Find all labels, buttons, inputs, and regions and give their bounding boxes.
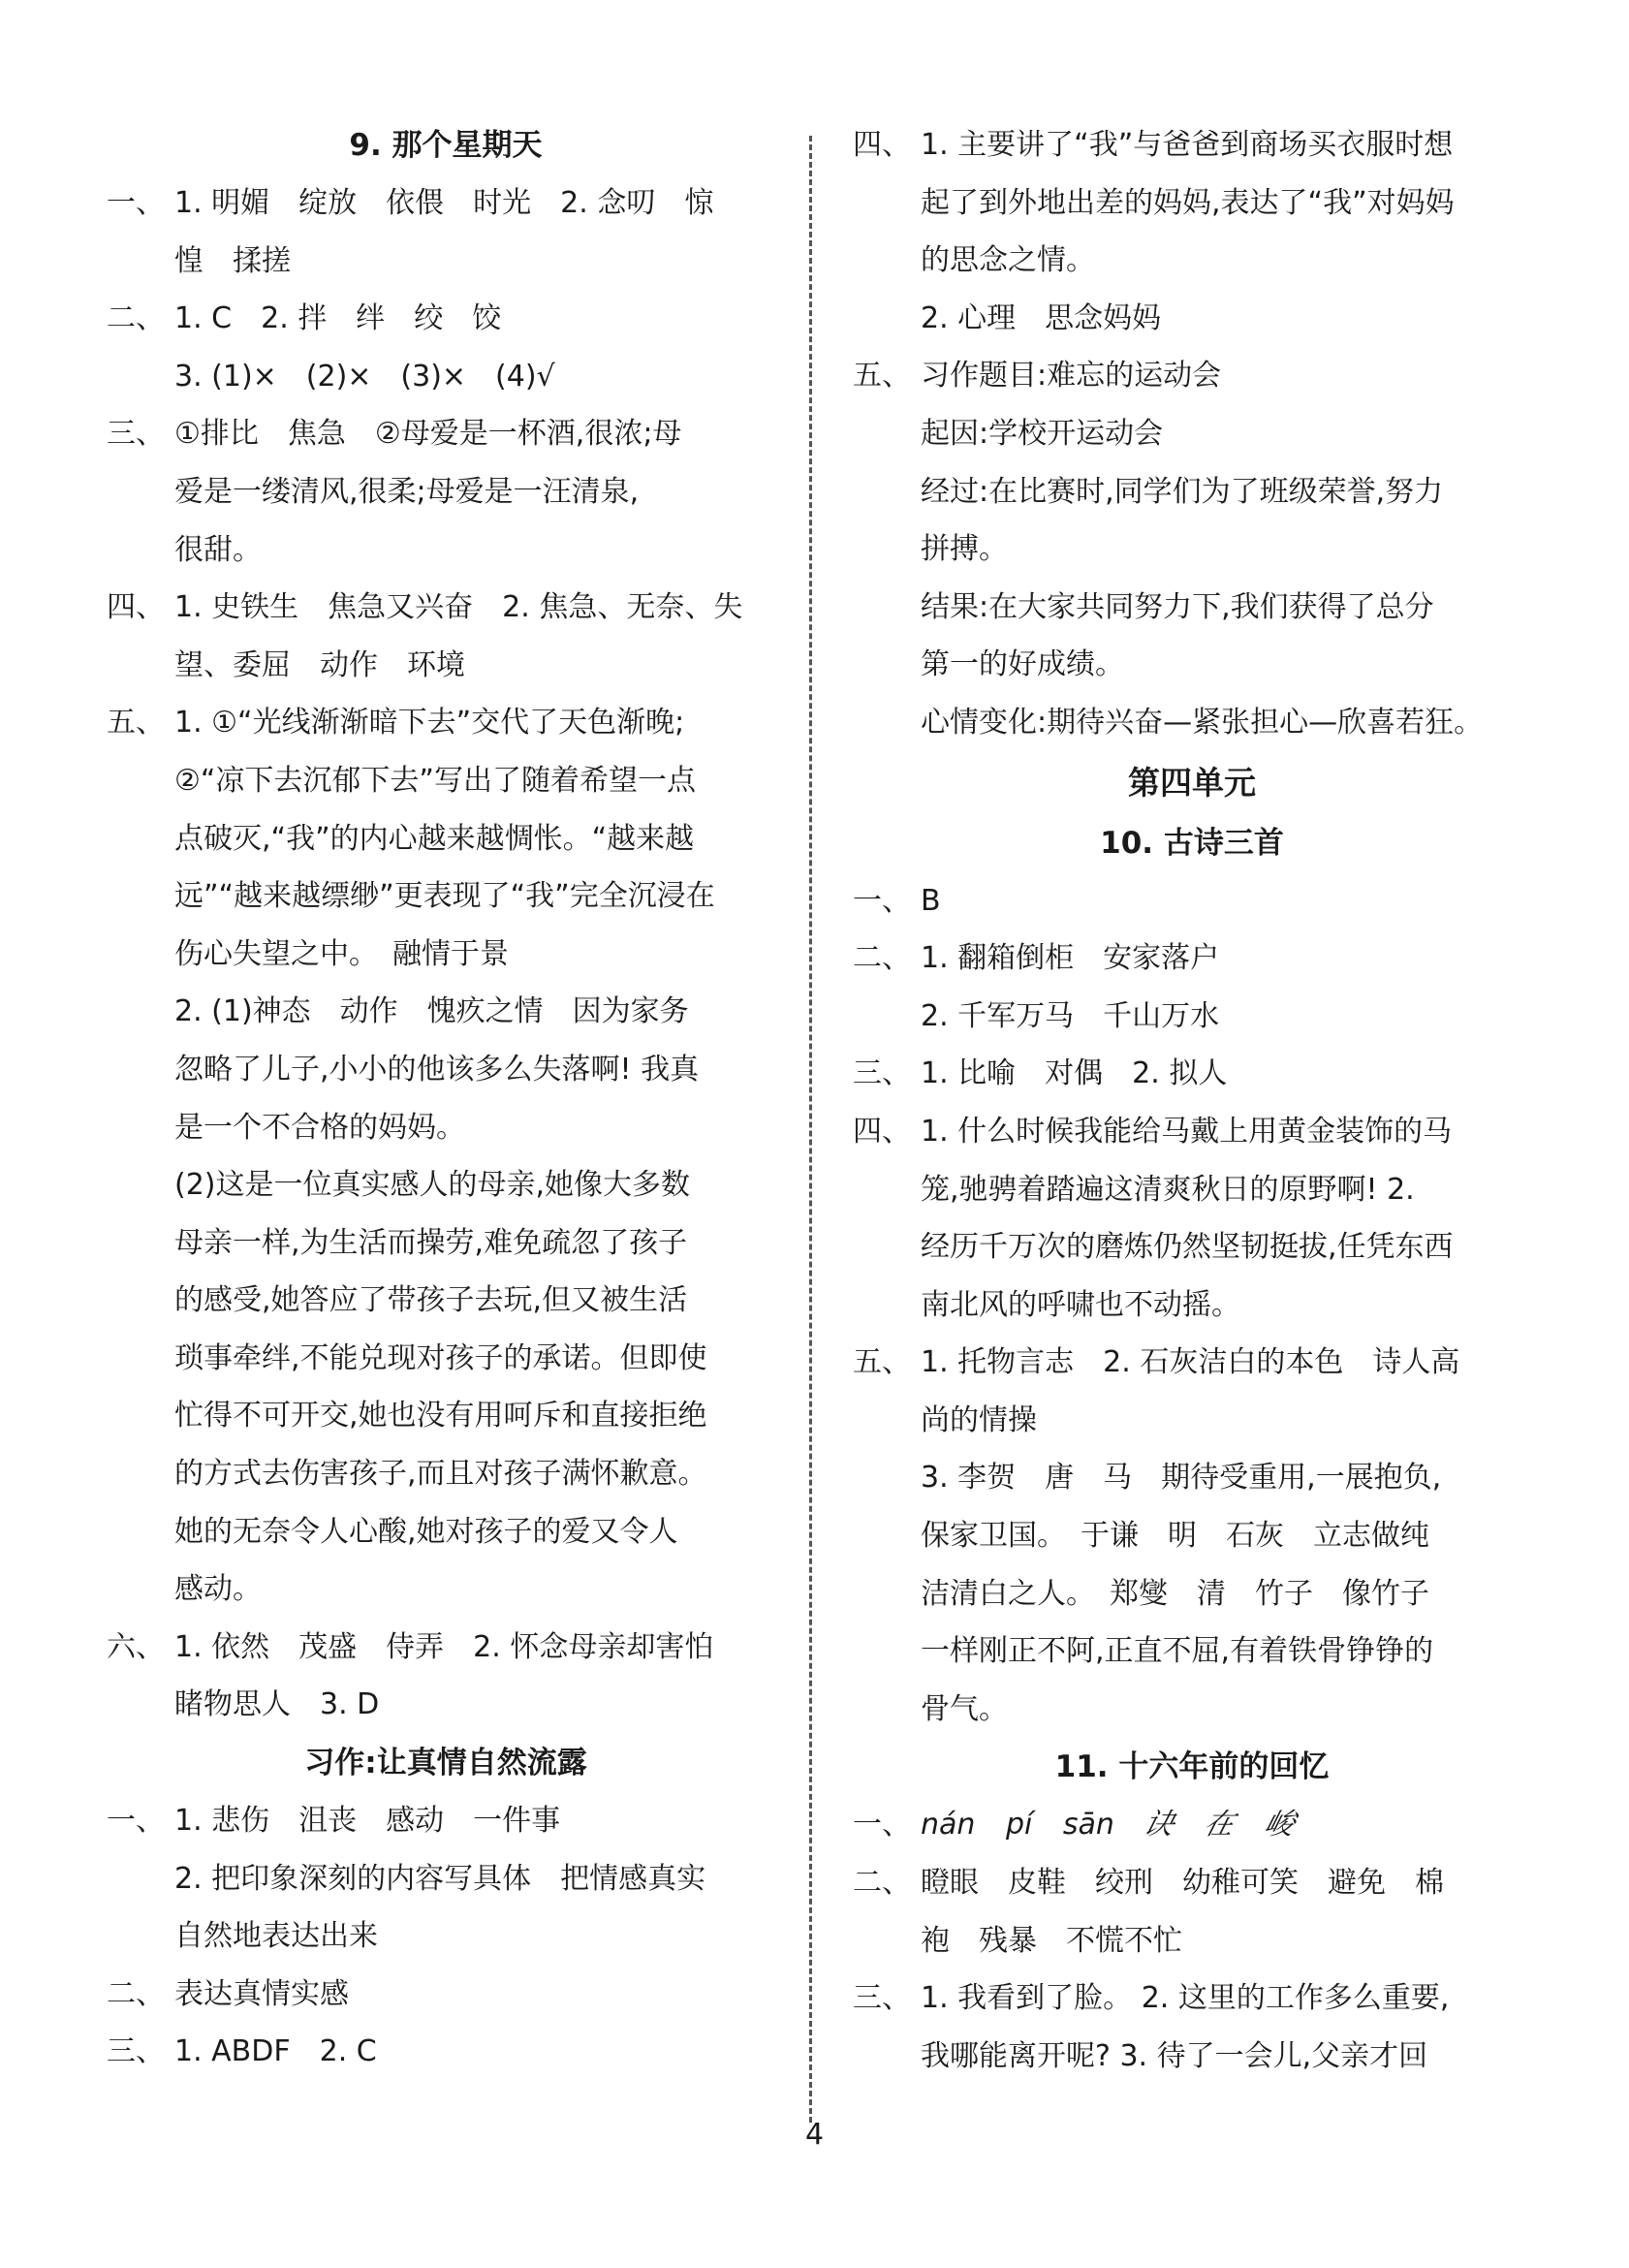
question-number: 六、 (107, 1629, 165, 1664)
answer-item (107, 1619, 785, 1677)
answer-text: 1. 悲伤 沮丧 感动 一件事 (174, 1804, 561, 1839)
question-number: 二、 (853, 941, 911, 976)
answer-line: 保家卫国。 于谦 明 石灰 立志做纯 (921, 1519, 1429, 1554)
answer-line: 爱是一缕清风,很柔;母爱是一汪清泉, (174, 474, 640, 509)
answer-line: 袍 残暴 不慌不忙 (921, 1923, 1182, 1958)
answer-text: 1. 依然 茂盛 侍弄 2. 怀念母亲却害怕 (174, 1629, 714, 1664)
handwritten-character: 峻 (1260, 1808, 1299, 1843)
answer-line: 经过:在比赛时,同学们为了班级荣誉,努力 (921, 474, 1444, 509)
answer-line: 3. (1)× (2)× (3)× (4)√ (174, 359, 555, 394)
answer-line: 睹物思人 3. D (174, 1687, 380, 1722)
question-number: 一、 (107, 186, 165, 220)
question-number: 一、 (853, 883, 911, 918)
answer-line: 远”“越来越缥缈”更表现了“我”完全沉浸在 (174, 879, 715, 914)
question-number: 四、 (853, 128, 911, 162)
answer-line: 琐事牵绊,不能兑现对孩子的承诺。但即使 (174, 1340, 707, 1375)
question-number: 五、 (107, 706, 165, 740)
answer-item (853, 347, 1531, 405)
answer-item (107, 1792, 785, 1850)
answer-line: 结果:在大家共同努力下,我们获得了总分 (921, 589, 1434, 624)
handwritten-character: 诀 (1141, 1808, 1178, 1843)
answer-line: 她的无奈令人心酸,她对孩子的爱又令人 (174, 1514, 678, 1549)
answer-line: 很甜。 (174, 532, 262, 567)
answer-text: 1. 史铁生 焦急又兴奋 2. 焦急、无奈、失 (174, 590, 743, 625)
answer-text: 1. 主要讲了“我”与爸爸到商场买衣服时想 (921, 128, 1454, 162)
answer-item (853, 116, 1531, 174)
answer-item (853, 1103, 1531, 1161)
answer-item (107, 174, 785, 233)
question-number: 二、 (107, 301, 165, 336)
pinyin-answer: sān (1062, 1808, 1114, 1843)
answer-item (107, 579, 785, 637)
right-column (853, 116, 1531, 2085)
question-number: 一、 (107, 1804, 165, 1839)
answer-text: 1. 比喻 对偶 2. 拟人 (921, 1056, 1228, 1091)
answer-text: 瞪眼 皮鞋 绞刑 幼稚可笑 避免 棉 (921, 1866, 1444, 1901)
answer-line: 2. 把印象深刻的内容写具体 把情感真实 (174, 1861, 706, 1896)
answer-line: 2. (1)神态 动作 愧疚之情 因为家务 (174, 994, 689, 1029)
answer-text: 1. C 2. 拌 绊 绞 饺 (174, 301, 502, 336)
answer-line: 我哪能离开呢? 3. 待了一会儿,父亲才回 (921, 2038, 1428, 2073)
answer-text: 1. 什么时候我能给马戴上用黄金装饰的马 (921, 1114, 1453, 1149)
answer-item (107, 1966, 785, 2024)
question-number: 二、 (107, 1976, 165, 2011)
answer-line: 起因:学校开运动会 (921, 416, 1164, 451)
answer-line: 感动。 (174, 1572, 262, 1607)
handwritten-character: 在 (1200, 1808, 1238, 1843)
answer-text: 1. ABDF 2. C (174, 2034, 377, 2069)
answer-line: 拼搏。 (921, 532, 1008, 567)
answer-line: 尚的情操 (921, 1402, 1037, 1437)
answer-line: 经历千万次的磨炼仍然坚韧挺拔,任凭东西 (921, 1230, 1454, 1265)
question-number: 二、 (853, 1866, 911, 1901)
answer-line: 洁清白之人。 郑燮 清 竹子 像竹子 (921, 1576, 1429, 1611)
answer-line: 2. 千军万马 千山万水 (921, 998, 1220, 1033)
answer-item (853, 872, 1531, 930)
answer-item (853, 1969, 1531, 2028)
answer-item (107, 2023, 785, 2081)
answer-text: B (921, 883, 941, 918)
question-number: 三、 (107, 417, 165, 452)
answer-line: 3. 李贺 唐 马 期待受重用,一展抱负, (921, 1461, 1442, 1496)
question-number: 三、 (853, 1981, 911, 2016)
answer-item (853, 929, 1531, 988)
page-number: 4 (804, 2118, 825, 2152)
question-number: 三、 (107, 2034, 165, 2069)
answer-line: (2)这是一位真实感人的母亲,她像大多数 (174, 1168, 691, 1203)
pinyin-answer: pí (1005, 1808, 1033, 1843)
answer-line: 南北风的呼啸也不动摇。 (921, 1287, 1240, 1322)
answer-line: 笼,驰骋着踏遍这清爽秋日的原野啊! 2. (921, 1172, 1415, 1207)
answer-line: 忽略了儿子,小小的他该多么失落啊! 我真 (174, 1052, 700, 1087)
answer-line: ②“凉下去沉郁下去”写出了随着希望一点 (174, 763, 696, 798)
answer-line: 骨气。 (921, 1691, 1008, 1726)
answer-item (107, 290, 785, 348)
answer-line: 母亲一样,为生活而操劳,难免疏忽了孩子 (174, 1225, 688, 1260)
answer-text: 1. 我看到了脸。 2. 这里的工作多么重要, (921, 1981, 1450, 2016)
section-title-11: 11. 十六年前的回忆 (1054, 1749, 1330, 1785)
answer-line: 惶 揉搓 (174, 243, 291, 278)
answer-line: 点破灭,“我”的内心越来越惆怅。“越来越 (174, 821, 695, 856)
section-title-9: 9. 那个星期天 (349, 128, 543, 163)
left-column (107, 116, 785, 2081)
answer-line: 起了到外地出差的妈妈,表达了“我”对妈妈 (921, 185, 1455, 220)
answer-line: 的思念之情。 (921, 243, 1095, 278)
question-number: 四、 (853, 1114, 911, 1149)
answer-line: 的方式去伤害孩子,而且对孩子满怀歉意。 (174, 1457, 707, 1492)
answer-text: 习作题目:难忘的运动会 (921, 359, 1222, 394)
answer-item (107, 694, 785, 752)
pinyin-answer: nán (921, 1808, 976, 1843)
answer-line: 伤心失望之中。 融情于景 (174, 936, 509, 971)
unit-heading: 第四单元 (1128, 763, 1256, 802)
answer-line: 望、委屈 动作 环境 (174, 647, 465, 682)
answer-text: 1. ①“光线渐渐暗下去”交代了天色渐晚; (174, 706, 685, 740)
section-title-writing: 习作:让真情自然流露 (304, 1746, 587, 1781)
answer-item (107, 405, 785, 463)
question-number: 一、 (853, 1808, 911, 1843)
answer-text: 1. 翻箱倒柜 安家落户 (921, 941, 1220, 976)
answer-line: 忙得不可开交,她也没有用呵斥和直接拒绝 (174, 1399, 707, 1433)
answer-item (853, 1854, 1531, 1912)
question-number: 五、 (853, 359, 911, 394)
answer-line: 一样刚正不阿,正直不屈,有着铁骨铮铮的 (921, 1634, 1434, 1669)
answer-text: 1. 明媚 绽放 依偎 时光 2. 念叨 惊 (174, 186, 714, 220)
answer-11-1 (853, 1796, 1531, 1854)
column-divider (809, 136, 812, 2123)
answer-line: 第一的好成绩。 (921, 647, 1124, 682)
answer-line: 的感受,她答应了带孩子去玩,但又被生活 (174, 1283, 688, 1318)
answer-line: 自然地表达出来 (174, 1919, 378, 1954)
answer-text: 表达真情实感 (174, 1976, 349, 2011)
answer-item (853, 1334, 1531, 1392)
answer-line: 2. 心理 思念妈妈 (921, 300, 1162, 335)
question-number: 三、 (853, 1056, 911, 1091)
question-number: 五、 (853, 1345, 911, 1380)
section-title-10: 10. 古诗三首 (1100, 825, 1284, 861)
answer-text: 1. 托物言志 2. 石灰洁白的本色 诗人高 (921, 1345, 1460, 1380)
answer-line: 是一个不合格的妈妈。 (174, 1110, 465, 1145)
answer-item (853, 1045, 1531, 1103)
answer-text: ①排比 焦急 ②母爱是一杯酒,很浓;母 (174, 417, 682, 452)
answer-line: 心情变化:期待兴奋—紧张担心—欣喜若狂。 (921, 705, 1484, 740)
question-number: 四、 (107, 590, 165, 625)
